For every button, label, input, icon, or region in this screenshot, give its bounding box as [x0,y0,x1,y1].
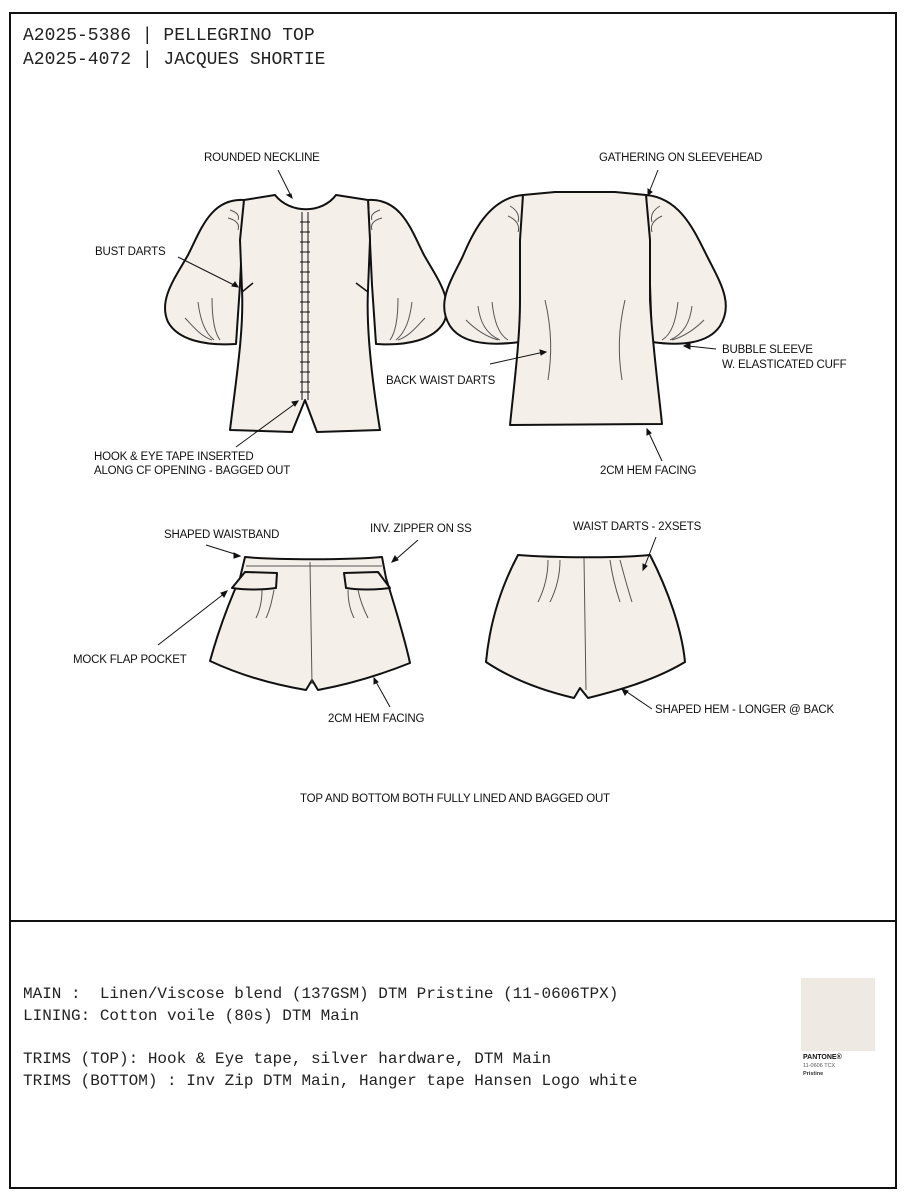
callout-hook-eye-tape: HOOK & EYE TAPE INSERTED [94,451,254,463]
spec-lining: LINING: Cotton voile (80s) DTM Main [23,1007,360,1025]
callout-shaped-waistband: SHAPED WAISTBAND [164,529,280,541]
callout-cf-opening: ALONG CF OPENING - BAGGED OUT [94,465,291,477]
callout-hem-facing-shorts: 2CM HEM FACING [328,713,425,725]
callout-waist-darts: WAIST DARTS - 2XSETS [573,521,702,533]
pantone-swatch [801,978,875,1051]
callout-bust-darts: BUST DARTS [95,246,166,258]
spec-trims-bottom: TRIMS (BOTTOM) : Inv Zip DTM Main, Hanger tape Hansen Logo white [23,1072,638,1090]
spec-trims-top: TRIMS (TOP): Hook & Eye tape, silver hardware, DTM Main [23,1050,552,1068]
callout-mock-flap-pocket: MOCK FLAP POCKET [73,654,187,666]
callout-back-waist-darts: BACK WAIST DARTS [386,375,496,387]
callout-shaped-hem: SHAPED HEM - LONGER @ BACK [655,704,835,716]
callout-bubble-sleeve: BUBBLE SLEEVE [722,344,813,356]
pantone-color-name: Pristine [803,1071,824,1077]
callout-elasticated-cuff: W. ELASTICATED CUFF [722,359,847,371]
top-back-flat [444,192,726,425]
spec-main-fabric: MAIN : Linen/Viscose blend (137GSM) DTM Pristine (11-0606TPX) [23,985,619,1003]
style-number-shorts: A2025-4072 | JACQUES SHORTIE [23,50,326,70]
lining-note: TOP AND BOTTOM BOTH FULLY LINED AND BAGGED OUT [300,793,610,805]
callout-inv-zipper: INV. ZIPPER ON SS [370,523,472,535]
style-number-top: A2025-5386 | PELLEGRINO TOP [23,26,315,46]
callout-gathering-sleevehead: GATHERING ON SLEEVEHEAD [599,152,763,164]
callout-hem-facing-top: 2CM HEM FACING [600,465,697,477]
pantone-brand-label: PANTONE® [803,1054,842,1061]
pantone-code: 11-0606 TCX [803,1063,836,1069]
top-front-flat [165,195,447,432]
callout-rounded-neckline: ROUNDED NECKLINE [204,152,320,164]
section-divider [9,920,897,922]
